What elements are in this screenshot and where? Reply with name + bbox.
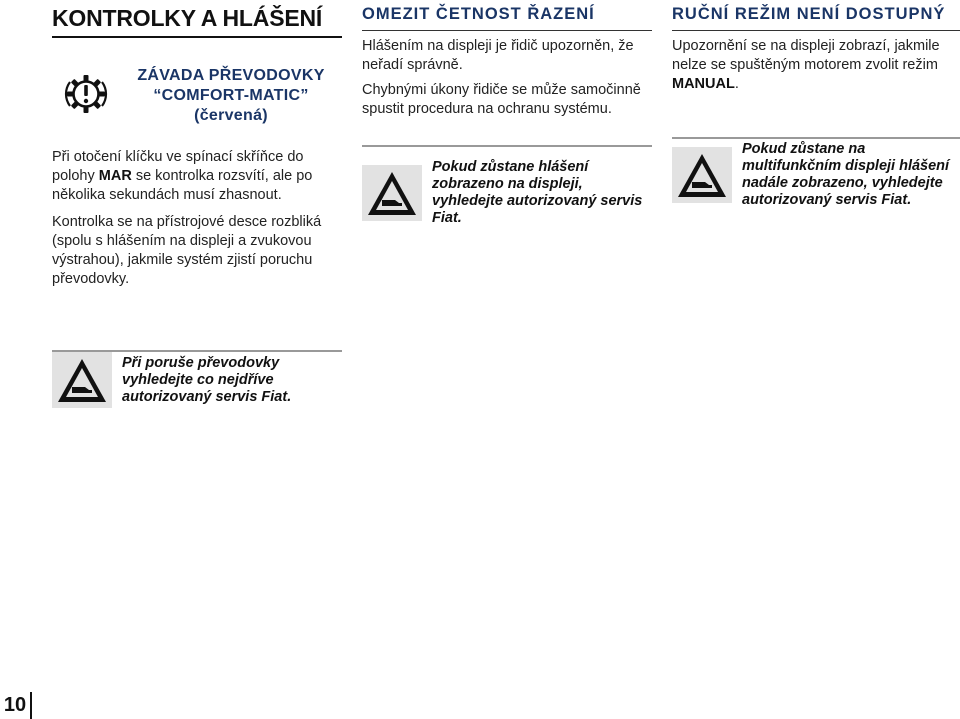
warning-triangle-van-icon <box>52 352 112 408</box>
gear-exclamation-icon <box>64 72 108 116</box>
warning-triangle-van-icon <box>672 147 732 203</box>
note-text: Pokud zůstane hlášení zobrazeno na displeji, vyhledejte autorizovaný servis Fiat. <box>432 159 643 226</box>
note-box-gearbox <box>52 350 342 408</box>
note-text: Při poruše převodovky vyhledejte co nejdříve autorizovaný servis Fiat. <box>122 354 292 405</box>
manual-label: MANUAL <box>672 76 735 92</box>
paragraph-text: se kontrolka rozsvítí, ale po několika sekundách musí zhasnout. <box>52 168 313 203</box>
warning-heading-line1: ZÁVADA PŘEVODOVKY <box>137 67 325 84</box>
warning-triangle-van-icon <box>362 165 422 221</box>
paragraph-blinking: Kontrolka se na přístrojové desce rozbliká (spolu s hlášením na displeji a zvukovou výstrahou), jakmile systém zjistí poruchu převodovky. <box>52 214 322 287</box>
warning-heading-line2: “COMFORT-MATIC” <box>153 87 309 104</box>
warning-heading-line3: (červená) <box>194 107 268 124</box>
note-box-multifunction <box>672 137 960 211</box>
warning-heading <box>118 66 344 126</box>
paragraph-driver-notice: Hlášením na displeji je řidič upozorněn, že neřadí správně. <box>362 38 634 73</box>
mar-label: MAR <box>98 168 132 184</box>
note-box-display <box>362 145 652 239</box>
note-text: Pokud zůstane na multifunkčním displeji hlášení nadále zobrazeno, vyhledejte autorizovaný servis Fiat. <box>742 141 950 208</box>
paragraph-manual-mode <box>672 37 960 94</box>
page-number: 10 <box>0 692 32 719</box>
section-title-shift-frequency: OMEZIT ČETNOST ŘAZENÍ <box>362 5 652 31</box>
paragraph-key-on <box>52 148 342 205</box>
section-title-manual-unavailable: RUČNÍ REŽIM NENÍ DOSTUPNÝ <box>672 5 960 31</box>
paragraph-text: Při otočení klíčku ve spínací skříňce do polohy <box>52 149 304 184</box>
page-title: KONTROLKY A HLÁŠENÍ <box>52 5 342 38</box>
paragraph-text: Upozornění se na displeji zobrazí, jakmile nelze se spuštěným motorem zvolit režim <box>672 38 940 73</box>
paragraph-protection: Chybnými úkony řidiče se může samočinně spustit procedura na ochranu systému. <box>362 82 641 117</box>
paragraph-text: . <box>734 76 739 92</box>
